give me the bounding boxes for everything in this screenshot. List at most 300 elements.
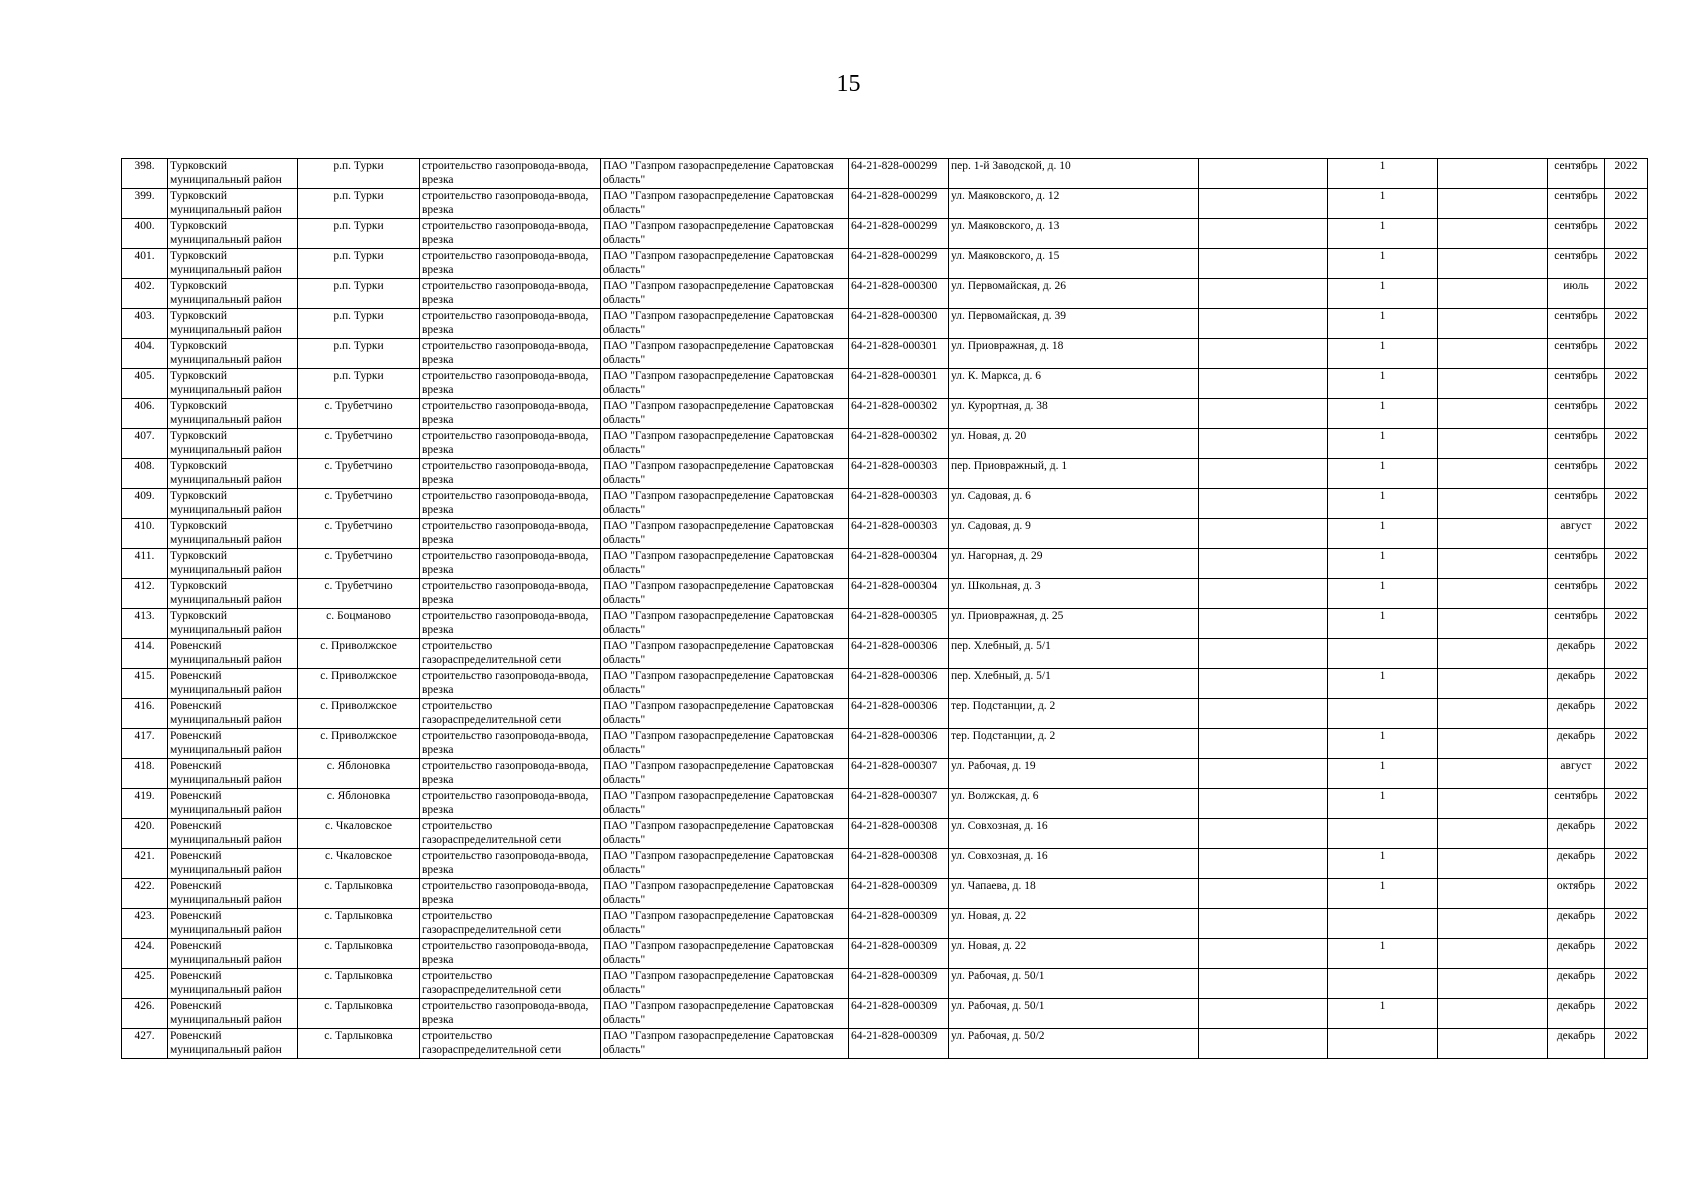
empty-cell [1199, 549, 1328, 579]
row-number-cell: 411. [122, 549, 168, 579]
empty-cell [1438, 369, 1548, 399]
year-cell: 2022 [1605, 669, 1648, 699]
address-cell: пер. 1-й Заводской, д. 10 [949, 159, 1199, 189]
object-code-cell: 64-21-828-000300 [849, 279, 949, 309]
count-cell [1328, 909, 1438, 939]
table-row [122, 189, 1648, 219]
count-cell: 1 [1328, 549, 1438, 579]
district-cell: Турковский муниципальный район [168, 249, 298, 279]
year-cell: 2022 [1605, 399, 1648, 429]
locality-cell: с. Трубетчино [298, 549, 420, 579]
table-row [122, 489, 1648, 519]
table-row [122, 369, 1648, 399]
row-number-cell: 423. [122, 909, 168, 939]
table-row [122, 789, 1648, 819]
locality-cell: с. Яблоновка [298, 759, 420, 789]
district-cell: Турковский муниципальный район [168, 159, 298, 189]
empty-cell [1438, 759, 1548, 789]
work-type-cell: строительство газопровода-ввода, врезка [420, 219, 601, 249]
work-type-cell: строительство газопровода-ввода, врезка [420, 519, 601, 549]
month-cell: сентябрь [1548, 399, 1605, 429]
year-cell: 2022 [1605, 699, 1648, 729]
empty-cell [1438, 219, 1548, 249]
locality-cell: р.п. Турки [298, 159, 420, 189]
work-type-cell: строительство газопровода-ввода, врезка [420, 849, 601, 879]
address-cell: ул. Приовражная, д. 18 [949, 339, 1199, 369]
row-number-cell: 409. [122, 489, 168, 519]
district-cell: Турковский муниципальный район [168, 339, 298, 369]
locality-cell: р.п. Турки [298, 279, 420, 309]
empty-cell [1438, 579, 1548, 609]
organization-cell: ПАО "Газпром газораспределение Саратовская область" [601, 1029, 849, 1059]
year-cell: 2022 [1605, 999, 1648, 1029]
row-number-cell: 424. [122, 939, 168, 969]
district-cell: Ровенский муниципальный район [168, 1029, 298, 1059]
work-type-cell: строительство газораспределительной сети [420, 909, 601, 939]
work-type-cell: строительство газораспределительной сети [420, 819, 601, 849]
empty-cell [1199, 249, 1328, 279]
empty-cell [1438, 1029, 1548, 1059]
district-cell: Турковский муниципальный район [168, 459, 298, 489]
district-cell: Ровенский муниципальный район [168, 819, 298, 849]
district-cell: Ровенский муниципальный район [168, 909, 298, 939]
organization-cell: ПАО "Газпром газораспределение Саратовская область" [601, 189, 849, 219]
empty-cell [1199, 819, 1328, 849]
count-cell: 1 [1328, 369, 1438, 399]
district-cell: Ровенский муниципальный район [168, 729, 298, 759]
district-cell: Турковский муниципальный район [168, 399, 298, 429]
locality-cell: с. Тарлыковка [298, 969, 420, 999]
empty-cell [1438, 789, 1548, 819]
work-type-cell: строительство газопровода-ввода, врезка [420, 189, 601, 219]
address-cell: ул. Маяковского, д. 12 [949, 189, 1199, 219]
count-cell: 1 [1328, 759, 1438, 789]
object-code-cell: 64-21-828-000309 [849, 999, 949, 1029]
object-code-cell: 64-21-828-000301 [849, 339, 949, 369]
empty-cell [1199, 789, 1328, 819]
empty-cell [1199, 519, 1328, 549]
row-number-cell: 404. [122, 339, 168, 369]
year-cell: 2022 [1605, 879, 1648, 909]
month-cell: сентябрь [1548, 489, 1605, 519]
empty-cell [1438, 879, 1548, 909]
count-cell: 1 [1328, 279, 1438, 309]
empty-cell [1199, 219, 1328, 249]
locality-cell: с. Трубетчино [298, 429, 420, 459]
empty-cell [1438, 909, 1548, 939]
organization-cell: ПАО "Газпром газораспределение Саратовская область" [601, 969, 849, 999]
year-cell: 2022 [1605, 819, 1648, 849]
object-code-cell: 64-21-828-000306 [849, 669, 949, 699]
year-cell: 2022 [1605, 189, 1648, 219]
empty-cell [1438, 459, 1548, 489]
row-number-cell: 415. [122, 669, 168, 699]
organization-cell: ПАО "Газпром газораспределение Саратовская область" [601, 699, 849, 729]
row-number-cell: 418. [122, 759, 168, 789]
count-cell: 1 [1328, 669, 1438, 699]
organization-cell: ПАО "Газпром газораспределение Саратовская область" [601, 879, 849, 909]
empty-cell [1438, 549, 1548, 579]
work-type-cell: строительство газопровода-ввода, врезка [420, 729, 601, 759]
month-cell: сентябрь [1548, 609, 1605, 639]
row-number-cell: 426. [122, 999, 168, 1029]
row-number-cell: 419. [122, 789, 168, 819]
empty-cell [1438, 399, 1548, 429]
month-cell: декабрь [1548, 699, 1605, 729]
empty-cell [1199, 399, 1328, 429]
district-cell: Турковский муниципальный район [168, 279, 298, 309]
page-number: 15 [836, 71, 861, 97]
address-cell: ул. Нагорная, д. 29 [949, 549, 1199, 579]
table-row [122, 729, 1648, 759]
count-cell: 1 [1328, 249, 1438, 279]
locality-cell: с. Трубетчино [298, 579, 420, 609]
empty-cell [1199, 939, 1328, 969]
empty-cell [1199, 339, 1328, 369]
table-row [122, 819, 1648, 849]
row-number-cell: 408. [122, 459, 168, 489]
row-number-cell: 400. [122, 219, 168, 249]
organization-cell: ПАО "Газпром газораспределение Саратовская область" [601, 429, 849, 459]
locality-cell: р.п. Турки [298, 369, 420, 399]
empty-cell [1438, 819, 1548, 849]
object-code-cell: 64-21-828-000309 [849, 1029, 949, 1059]
organization-cell: ПАО "Газпром газораспределение Саратовская область" [601, 249, 849, 279]
locality-cell: с. Трубетчино [298, 489, 420, 519]
table-row [122, 249, 1648, 279]
empty-cell [1199, 1029, 1328, 1059]
month-cell: декабрь [1548, 1029, 1605, 1059]
object-code-cell: 64-21-828-000303 [849, 459, 949, 489]
empty-cell [1438, 519, 1548, 549]
work-type-cell: строительство газопровода-ввода, врезка [420, 879, 601, 909]
object-code-cell: 64-21-828-000302 [849, 429, 949, 459]
organization-cell: ПАО "Газпром газораспределение Саратовская область" [601, 819, 849, 849]
locality-cell: с. Чкаловское [298, 849, 420, 879]
empty-cell [1438, 699, 1548, 729]
empty-cell [1199, 189, 1328, 219]
year-cell: 2022 [1605, 339, 1648, 369]
month-cell: декабрь [1548, 819, 1605, 849]
address-cell: ул. Новая, д. 22 [949, 909, 1199, 939]
empty-cell [1199, 489, 1328, 519]
empty-cell [1199, 759, 1328, 789]
count-cell: 1 [1328, 159, 1438, 189]
year-cell: 2022 [1605, 909, 1648, 939]
month-cell: декабрь [1548, 849, 1605, 879]
locality-cell: р.п. Турки [298, 219, 420, 249]
year-cell: 2022 [1605, 579, 1648, 609]
empty-cell [1199, 879, 1328, 909]
count-cell: 1 [1328, 729, 1438, 759]
organization-cell: ПАО "Газпром газораспределение Саратовская область" [601, 579, 849, 609]
table-row [122, 519, 1648, 549]
empty-cell [1199, 429, 1328, 459]
month-cell: декабрь [1548, 909, 1605, 939]
locality-cell: с. Яблоновка [298, 789, 420, 819]
work-type-cell: строительство газораспределительной сети [420, 699, 601, 729]
row-number-cell: 421. [122, 849, 168, 879]
district-cell: Ровенский муниципальный район [168, 789, 298, 819]
month-cell: сентябрь [1548, 549, 1605, 579]
district-cell: Турковский муниципальный район [168, 489, 298, 519]
row-number-cell: 417. [122, 729, 168, 759]
organization-cell: ПАО "Газпром газораспределение Саратовская область" [601, 369, 849, 399]
year-cell: 2022 [1605, 609, 1648, 639]
address-cell: ул. Новая, д. 20 [949, 429, 1199, 459]
empty-cell [1438, 849, 1548, 879]
address-cell: ул. Рабочая, д. 50/1 [949, 969, 1199, 999]
address-cell: тер. Подстанции, д. 2 [949, 729, 1199, 759]
month-cell: декабрь [1548, 969, 1605, 999]
table-row [122, 909, 1648, 939]
work-type-cell: строительство газопровода-ввода, врезка [420, 579, 601, 609]
count-cell: 1 [1328, 189, 1438, 219]
object-code-cell: 64-21-828-000308 [849, 819, 949, 849]
empty-cell [1438, 189, 1548, 219]
empty-cell [1199, 309, 1328, 339]
object-code-cell: 64-21-828-000306 [849, 699, 949, 729]
work-type-cell: строительство газопровода-ввода, врезка [420, 939, 601, 969]
year-cell: 2022 [1605, 759, 1648, 789]
table-row [122, 219, 1648, 249]
empty-cell [1199, 969, 1328, 999]
address-cell: ул. Маяковского, д. 13 [949, 219, 1199, 249]
object-code-cell: 64-21-828-000299 [849, 159, 949, 189]
year-cell: 2022 [1605, 489, 1648, 519]
month-cell: сентябрь [1548, 579, 1605, 609]
year-cell: 2022 [1605, 279, 1648, 309]
table-row [122, 279, 1648, 309]
address-cell: ул. Садовая, д. 9 [949, 519, 1199, 549]
count-cell: 1 [1328, 339, 1438, 369]
year-cell: 2022 [1605, 939, 1648, 969]
month-cell: декабрь [1548, 999, 1605, 1029]
table-row [122, 459, 1648, 489]
row-number-cell: 422. [122, 879, 168, 909]
object-code-cell: 64-21-828-000303 [849, 519, 949, 549]
year-cell: 2022 [1605, 969, 1648, 999]
locality-cell: с. Приволжское [298, 669, 420, 699]
locality-cell: с. Приволжское [298, 639, 420, 669]
work-type-cell: строительство газопровода-ввода, врезка [420, 489, 601, 519]
object-code-cell: 64-21-828-000309 [849, 969, 949, 999]
organization-cell: ПАО "Газпром газораспределение Саратовская область" [601, 279, 849, 309]
table-row [122, 1029, 1648, 1059]
row-number-cell: 405. [122, 369, 168, 399]
locality-cell: р.п. Турки [298, 189, 420, 219]
object-code-cell: 64-21-828-000302 [849, 399, 949, 429]
month-cell: июль [1548, 279, 1605, 309]
object-code-cell: 64-21-828-000299 [849, 249, 949, 279]
count-cell [1328, 639, 1438, 669]
row-number-cell: 401. [122, 249, 168, 279]
table-row [122, 549, 1648, 579]
object-code-cell: 64-21-828-000309 [849, 909, 949, 939]
empty-cell [1438, 639, 1548, 669]
empty-cell [1199, 639, 1328, 669]
work-type-cell: строительство газопровода-ввода, врезка [420, 159, 601, 189]
district-cell: Ровенский муниципальный район [168, 999, 298, 1029]
year-cell: 2022 [1605, 549, 1648, 579]
count-cell: 1 [1328, 999, 1438, 1029]
district-cell: Турковский муниципальный район [168, 609, 298, 639]
count-cell: 1 [1328, 309, 1438, 339]
empty-cell [1199, 699, 1328, 729]
address-cell: ул. К. Маркса, д. 6 [949, 369, 1199, 399]
organization-cell: ПАО "Газпром газораспределение Саратовская область" [601, 939, 849, 969]
object-code-cell: 64-21-828-000304 [849, 579, 949, 609]
count-cell [1328, 1029, 1438, 1059]
month-cell: декабрь [1548, 639, 1605, 669]
locality-cell: с. Трубетчино [298, 519, 420, 549]
address-cell: ул. Рабочая, д. 50/1 [949, 999, 1199, 1029]
year-cell: 2022 [1605, 459, 1648, 489]
district-cell: Ровенский муниципальный район [168, 849, 298, 879]
organization-cell: ПАО "Газпром газораспределение Саратовская область" [601, 789, 849, 819]
organization-cell: ПАО "Газпром газораспределение Саратовская область" [601, 639, 849, 669]
table-row [122, 429, 1648, 459]
district-cell: Турковский муниципальный район [168, 549, 298, 579]
work-type-cell: строительство газопровода-ввода, врезка [420, 609, 601, 639]
address-cell: ул. Садовая, д. 6 [949, 489, 1199, 519]
empty-cell [1438, 249, 1548, 279]
year-cell: 2022 [1605, 159, 1648, 189]
object-code-cell: 64-21-828-000309 [849, 939, 949, 969]
table-row [122, 879, 1648, 909]
table-row [122, 849, 1648, 879]
object-code-cell: 64-21-828-000306 [849, 639, 949, 669]
address-cell: ул. Рабочая, д. 50/2 [949, 1029, 1199, 1059]
address-cell: ул. Волжская, д. 6 [949, 789, 1199, 819]
organization-cell: ПАО "Газпром газораспределение Саратовская область" [601, 909, 849, 939]
address-cell: пер. Хлебный, д. 5/1 [949, 639, 1199, 669]
count-cell [1328, 819, 1438, 849]
count-cell: 1 [1328, 609, 1438, 639]
organization-cell: ПАО "Газпром газораспределение Саратовская область" [601, 849, 849, 879]
address-cell: ул. Приовражная, д. 25 [949, 609, 1199, 639]
district-cell: Ровенский муниципальный район [168, 669, 298, 699]
year-cell: 2022 [1605, 369, 1648, 399]
year-cell: 2022 [1605, 519, 1648, 549]
month-cell: август [1548, 519, 1605, 549]
table-row [122, 609, 1648, 639]
object-code-cell: 64-21-828-000305 [849, 609, 949, 639]
address-cell: пер. Хлебный, д. 5/1 [949, 669, 1199, 699]
count-cell [1328, 969, 1438, 999]
district-cell: Турковский муниципальный район [168, 429, 298, 459]
month-cell: сентябрь [1548, 249, 1605, 279]
row-number-cell: 413. [122, 609, 168, 639]
work-type-cell: строительство газопровода-ввода, врезка [420, 999, 601, 1029]
district-cell: Турковский муниципальный район [168, 519, 298, 549]
table-row [122, 939, 1648, 969]
organization-cell: ПАО "Газпром газораспределение Саратовская область" [601, 159, 849, 189]
address-cell: ул. Чапаева, д. 18 [949, 879, 1199, 909]
address-cell: ул. Первомайская, д. 39 [949, 309, 1199, 339]
count-cell: 1 [1328, 879, 1438, 909]
district-cell: Ровенский муниципальный район [168, 969, 298, 999]
row-number-cell: 402. [122, 279, 168, 309]
month-cell: декабрь [1548, 669, 1605, 699]
empty-cell [1199, 909, 1328, 939]
count-cell: 1 [1328, 939, 1438, 969]
row-number-cell: 407. [122, 429, 168, 459]
row-number-cell: 416. [122, 699, 168, 729]
address-cell: ул. Совхозная, д. 16 [949, 849, 1199, 879]
empty-cell [1199, 729, 1328, 759]
count-cell: 1 [1328, 519, 1438, 549]
object-code-cell: 64-21-828-000308 [849, 849, 949, 879]
row-number-cell: 425. [122, 969, 168, 999]
object-code-cell: 64-21-828-000307 [849, 789, 949, 819]
locality-cell: р.п. Турки [298, 249, 420, 279]
district-cell: Ровенский муниципальный район [168, 879, 298, 909]
organization-cell: ПАО "Газпром газораспределение Саратовская область" [601, 399, 849, 429]
table-row [122, 999, 1648, 1029]
empty-cell [1199, 369, 1328, 399]
address-cell: ул. Новая, д. 22 [949, 939, 1199, 969]
empty-cell [1438, 729, 1548, 759]
work-type-cell: строительство газопровода-ввода, врезка [420, 759, 601, 789]
month-cell: сентябрь [1548, 369, 1605, 399]
year-cell: 2022 [1605, 1029, 1648, 1059]
organization-cell: ПАО "Газпром газораспределение Саратовская область" [601, 609, 849, 639]
organization-cell: ПАО "Газпром газораспределение Саратовская область" [601, 489, 849, 519]
empty-cell [1199, 999, 1328, 1029]
count-cell: 1 [1328, 789, 1438, 819]
count-cell: 1 [1328, 489, 1438, 519]
district-cell: Турковский муниципальный район [168, 369, 298, 399]
address-cell: ул. Совхозная, д. 16 [949, 819, 1199, 849]
year-cell: 2022 [1605, 219, 1648, 249]
organization-cell: ПАО "Газпром газораспределение Саратовская область" [601, 519, 849, 549]
month-cell: сентябрь [1548, 459, 1605, 489]
month-cell: сентябрь [1548, 339, 1605, 369]
month-cell: сентябрь [1548, 159, 1605, 189]
empty-cell [1199, 579, 1328, 609]
district-cell: Ровенский муниципальный район [168, 939, 298, 969]
district-cell: Турковский муниципальный район [168, 309, 298, 339]
empty-cell [1199, 459, 1328, 489]
empty-cell [1438, 159, 1548, 189]
district-cell: Турковский муниципальный район [168, 189, 298, 219]
registry-table [121, 158, 1648, 1059]
locality-cell: р.п. Турки [298, 339, 420, 369]
organization-cell: ПАО "Газпром газораспределение Саратовская область" [601, 999, 849, 1029]
month-cell: сентябрь [1548, 309, 1605, 339]
year-cell: 2022 [1605, 639, 1648, 669]
empty-cell [1438, 999, 1548, 1029]
table-row [122, 579, 1648, 609]
address-cell: тер. Подстанции, д. 2 [949, 699, 1199, 729]
month-cell: декабрь [1548, 939, 1605, 969]
address-cell: ул. Курортная, д. 38 [949, 399, 1199, 429]
table-row [122, 639, 1648, 669]
count-cell: 1 [1328, 219, 1438, 249]
object-code-cell: 64-21-828-000309 [849, 879, 949, 909]
organization-cell: ПАО "Газпром газораспределение Саратовская область" [601, 549, 849, 579]
year-cell: 2022 [1605, 729, 1648, 759]
empty-cell [1199, 669, 1328, 699]
row-number-cell: 398. [122, 159, 168, 189]
table-row [122, 309, 1648, 339]
locality-cell: с. Тарлыковка [298, 909, 420, 939]
locality-cell: с. Трубетчино [298, 399, 420, 429]
row-number-cell: 420. [122, 819, 168, 849]
row-number-cell: 414. [122, 639, 168, 669]
empty-cell [1199, 279, 1328, 309]
